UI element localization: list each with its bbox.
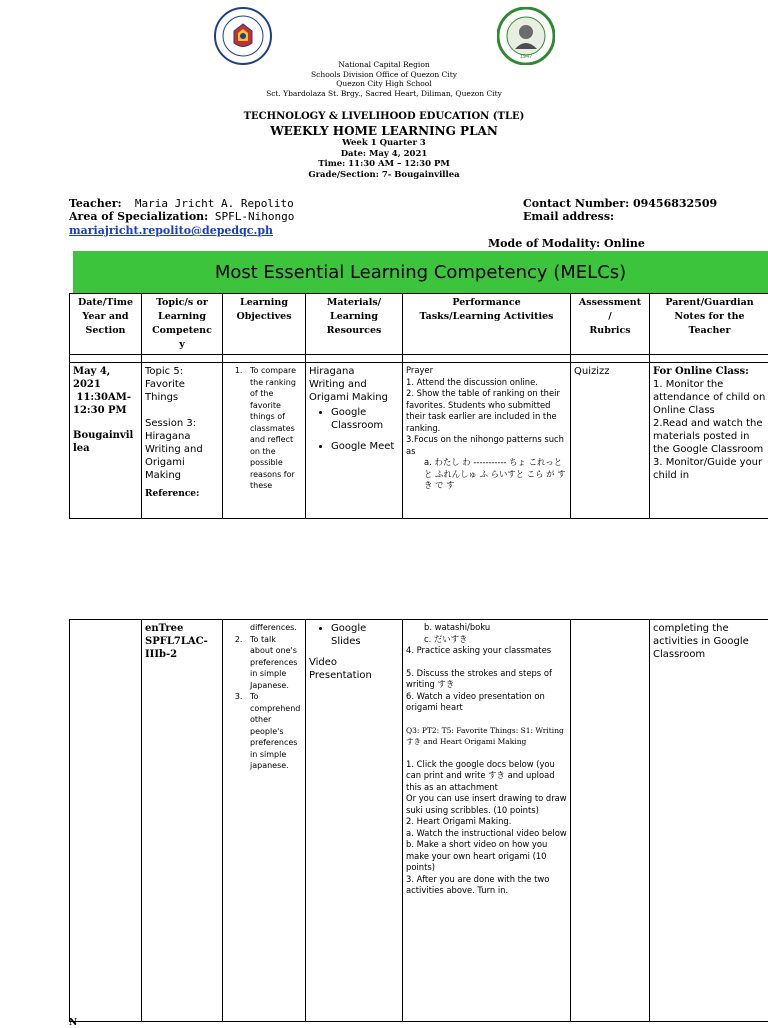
- header-cell-activities: Performance Tasks/Learning Activities: [403, 294, 571, 355]
- material-google-classroom: • Google Classroom: [331, 406, 399, 432]
- date-text: Date: May 4, 2021: [150, 149, 618, 160]
- spacer-row: [70, 355, 768, 363]
- modality-label: Mode of Modality: Online: [488, 237, 645, 250]
- contact-label: Contact Number: 09456832509: [523, 197, 717, 210]
- learning-plan-table-continued: [69, 619, 768, 1022]
- time-text: Time: 11:30 AM – 12:30 PM: [150, 159, 618, 170]
- grade-section-text: Grade/Section: 7- Bougainvillea: [150, 170, 618, 181]
- materials-cell-continued: • Google Slides Video Presentation: [306, 620, 403, 1022]
- melc-banner: Most Essential Learning Competency (MELCs): [73, 251, 768, 293]
- week-text: Week 1 Quarter 3: [150, 138, 618, 149]
- objective-2: 2. To talk about one's preferences in simple Japanese.: [250, 634, 298, 692]
- header-cell-topic: Topic/s or Learning Competenc y: [142, 294, 223, 355]
- subject-title: TECHNOLOGY & LIVELIHOOD EDUCATION (TLE): [150, 111, 618, 122]
- teacher-line: [69, 197, 294, 210]
- topic-cell: Topic 5: Favorite Things Session 3: Hiragana Writing and Origami Making Reference:: [142, 363, 223, 519]
- teacher-value: Maria Jricht A. Repolito: [135, 197, 294, 210]
- area-value: SPFL-Nihongo: [215, 210, 294, 223]
- objectives-cell: [223, 363, 306, 519]
- plan-title: WEEKLY HOME LEARNING PLAN: [150, 124, 618, 138]
- email-address-label: Email address:: [523, 210, 614, 223]
- footer-partial-text: N: [69, 1018, 77, 1028]
- teacher-email-link[interactable]: mariajricht.repolito@depedqc.ph: [69, 224, 273, 237]
- reference-label: Reference:: [145, 488, 219, 501]
- objective-3: 3. To comprehend other people's preferences in simple japanese.: [250, 691, 298, 772]
- table-header-row: [70, 294, 768, 355]
- contact-line: [523, 197, 717, 210]
- assessment-cell: [571, 363, 650, 519]
- table-row: [70, 363, 768, 519]
- region-text: National Capital Region: [200, 60, 568, 70]
- modality-line: [488, 237, 645, 250]
- area-label: Area of Specialization:: [69, 210, 208, 223]
- header-cell-notes: Parent/Guardian Notes for the Teacher: [650, 294, 768, 355]
- school-text: Quezon City High School: [200, 79, 568, 89]
- table-row: [70, 620, 768, 1022]
- date-cell-continued: [70, 620, 142, 1022]
- school-seal-logo: [497, 7, 555, 65]
- svg-text:1947: 1947: [520, 54, 533, 60]
- notes-cell-continued: completing the activities in Google Classroom: [650, 620, 768, 1022]
- activities-cell-continued: b. watashi/boku c. だいすき 4. Practice asking your classmates 5. Discuss the strokes and steps of writing すき 6. Watch a video presentation on origami heart Q3: PT2: T5: Favorite Things: S1: Writing すき and Heart Origami Making 1. Click the google docs below (you can print and write すき and upload this as an attachment Or you can use insert drawing to draw suki using scribbles. (10 points) 2. Heart Origami Making. a. Watch the instructional video below b. Make a short video on how you make your own heart origami (10 points) 3. After you are done with the two activities above. Turn in.: [403, 620, 571, 1022]
- area-line: [69, 210, 294, 223]
- activity-jp-pattern: a. わたし わ ----------- ちょ これっと と ふれんしゅ ふ らいすと こら が すき で す: [406, 457, 567, 492]
- address-text: Sct. Ybardolaza St. Brgy., Sacred Heart, Diliman, Quezon City: [200, 89, 568, 99]
- reference-cell: enTree SPFL7LAC- IIIb-2: [142, 620, 223, 1022]
- teacher-label: Teacher:: [69, 197, 122, 210]
- date-cell: May 4, 2021 11:30AM- 12:30 PM Bougainvil lea: [70, 363, 142, 519]
- header-cell-objectives: Learning Objectives: [223, 294, 306, 355]
- notes-cell: For Online Class: 1. Monitor the attendance of child on Online Class 2.Read and watch the materials posted in the Google Classroom 3. Monitor/Guide your child in: [650, 363, 768, 519]
- objective-1: 1. To compare the ranking of the favorite things of classmates and reflect on the possible reasons for these: [250, 365, 298, 492]
- assessment-cell-continued: [571, 620, 650, 1022]
- email-line: [69, 224, 273, 237]
- material-google-meet: • Google Meet: [331, 440, 399, 453]
- schedule-block: [150, 138, 618, 180]
- header-block: [200, 60, 568, 98]
- header-cell-datetime: Date/Time Year and Section: [70, 294, 142, 355]
- material-google-slides: • Google Slides: [331, 622, 399, 648]
- materials-cell: Hiragana Writing and Origami Making • Google Classroom • Google Meet: [306, 363, 403, 519]
- email-address-line: [523, 210, 614, 223]
- activities-cell: Prayer 1. Attend the discussion online. 2. Show the table of ranking on their favorites. Students who submitted their task earlier are included in the ranking. 3.Focus on the nihongo patterns such as a. わたし わ ----------- ちょ これっと と ふれんしゅ ふ らいすと こら が すき で す: [403, 363, 571, 519]
- division-text: Schools Division Office of Quezon City: [200, 70, 568, 80]
- objectives-cell-continued: differences. 2. To talk about one's preferences in simple Japanese. 3. To comprehend other people's preferences in simple japanese.: [223, 620, 306, 1022]
- learning-plan-table: [69, 293, 768, 519]
- header-cell-materials: Materials/ Learning Resources: [306, 294, 403, 355]
- assessment-quizizz: Quizizz: [574, 365, 646, 378]
- deped-seal-logo: [214, 7, 272, 65]
- header-cell-assessment: Assessment / Rubrics: [571, 294, 650, 355]
